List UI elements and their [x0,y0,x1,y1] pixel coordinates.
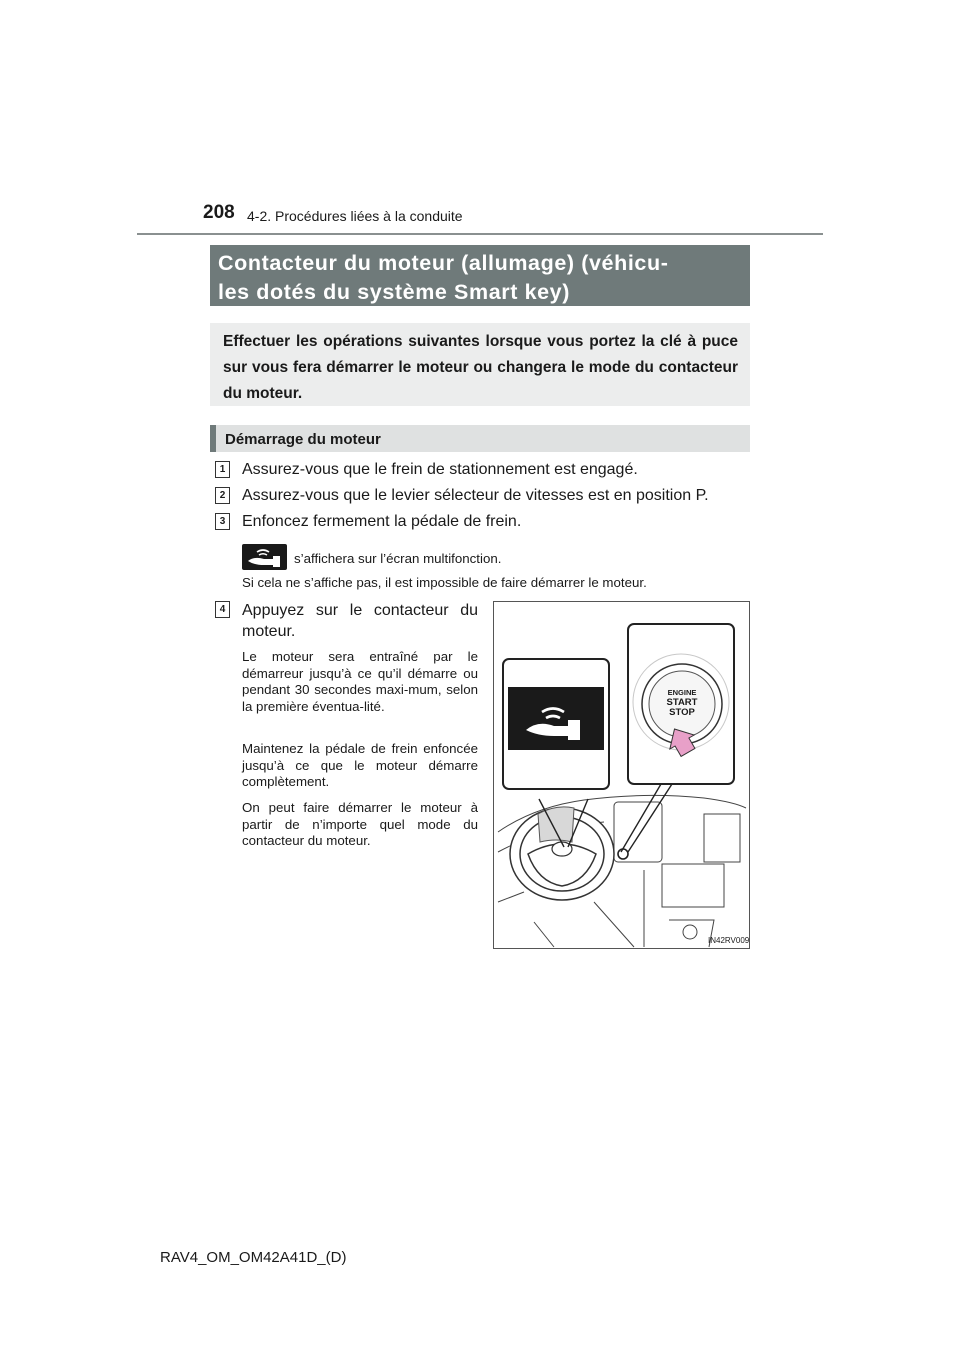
step-text-4-line1: Appuyez sur le contacteur du [242,602,478,619]
engine-start-stop-button [642,688,722,718]
header-divider [137,233,823,235]
step-number-3: 3 [215,513,230,530]
page-title-line1: Contacteur du moteur (allumage) (véhicu- [218,251,669,275]
page-number: 208 [203,202,235,223]
step-number-1: 1 [215,461,230,478]
button-label-engine: ENGINE [667,688,697,697]
subsection-title: Démarrage du moteur [225,431,381,448]
subsection-marker [210,425,216,452]
page-title-line2: les dotés du système Smart key) [218,280,570,304]
step4-paragraph-3: On peut faire démarrer le moteur à partir de n’importe quel mode du contacteur du moteur. [242,800,478,848]
illustration-figure [493,601,750,949]
step-text-3: Enfoncez fermement la pédale de frein. [242,513,522,530]
note-line-2: Si cela ne s’affiche pas, il est impossible de faire démarrer le moteur. [242,575,647,590]
dashboard-illustration [494,602,749,948]
button-label-start: START [666,697,698,708]
step-number-4: 4 [215,601,230,618]
step-number-2: 2 [215,487,230,504]
section-path: 4-2. Procédures liées à la conduite [247,208,463,224]
step4-paragraph-1: Le moteur sera entraîné par le démarreur jusqu’à ce qu’il démarre ou pendant 30 secondes maxi-mum, selon la première éventua-lité. [242,649,478,714]
intro-text: Effectuer les opérations suivantes lorsque vous portez la clé à puce sur vous fera démarrer le moteur ou changera le mode du contacteur du moteur. [210,323,750,406]
document-code: RAV4_OM_OM42A41D_(D) [160,1249,347,1266]
smart-key-indicator-icon [242,544,287,570]
figure-code: IN42RV009 [708,936,750,945]
step4-paragraph-2: Maintenez la pédale de frein enfoncée jusqu’à ce que le moteur démarre complètement. [242,741,478,789]
note-line: s’affichera sur l’écran multifonction. [294,551,502,566]
step-text-2: Assurez-vous que le levier sélecteur de vitesses est en position P. [242,487,709,504]
step-text-4-line2: moteur. [242,623,296,640]
step-text-1: Assurez-vous que le frein de stationnement est engagé. [242,461,638,478]
button-label-stop: STOP [669,707,695,718]
step-text-4 [242,600,478,642]
page-title [210,245,750,306]
